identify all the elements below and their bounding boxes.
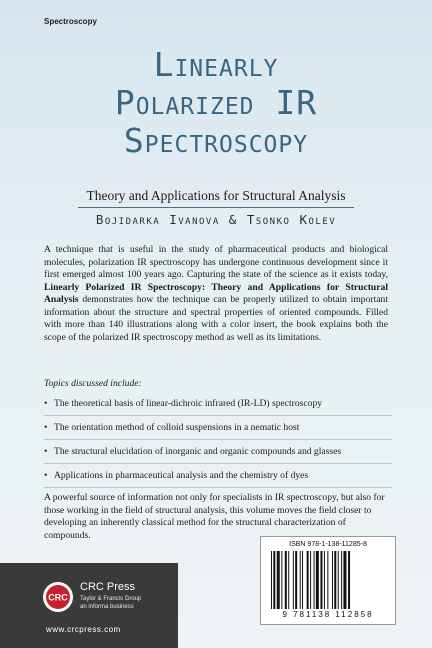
logo-text: CRC bbox=[48, 592, 68, 603]
topic-item: • The theoretical basis of linear-dichroic infrared (IR-LD) spectroscopy bbox=[44, 392, 392, 416]
book-subtitle: Theory and Applications for Structural Analysis bbox=[86, 188, 346, 203]
title-line-2: Polarized IR bbox=[114, 83, 318, 122]
isbn-label: ISBN 978-1-138-11285-8 bbox=[289, 541, 367, 548]
topics-list bbox=[44, 392, 392, 488]
publisher-tagline: an informa business bbox=[80, 604, 134, 610]
barcode-bars-icon bbox=[271, 551, 387, 609]
publisher-name: CRC Press bbox=[80, 581, 136, 593]
topic-item: • The orientation method of colloid suspensions in a nematic host bbox=[44, 416, 392, 440]
book-title bbox=[0, 46, 432, 160]
description-part-1: A technique that is useful in the study of pharmaceutical products and biological molecules, polarization IR spectroscopy has undergone continuous development since it first emerged almost 100 years ago. Capturing the state of the science as it exists today, bbox=[44, 244, 388, 280]
book-authors: Bojidarka Ivanova & Tsonko Kolev bbox=[95, 212, 337, 227]
topic-item: • Applications in pharmaceutical analysis and the chemistry of dyes bbox=[44, 464, 392, 488]
description-part-2: demonstrates how the technique can be properly utilized to obtain important information about the structure and spectral properties of oriented compounds. Filled with more than 140 illustrations along with a color insert, the book explains both the scope of the polarized IR spectroscopy method as well as its limitations. bbox=[44, 294, 388, 343]
topic-item: • The structural elucidation of inorganic and organic compounds and glasses bbox=[44, 440, 392, 464]
publisher-group-block bbox=[80, 595, 141, 611]
barcode-digits: 9 781138 112858 bbox=[282, 610, 374, 619]
title-divider bbox=[78, 207, 354, 208]
topics-intro: Topics discussed include: bbox=[44, 378, 142, 389]
title-line-3: Spectroscopy bbox=[123, 121, 309, 160]
barcode bbox=[260, 536, 396, 625]
series-label: Spectroscopy bbox=[44, 17, 97, 26]
closing-paragraph: A powerful source of information not only for specialists in IR spectroscopy, but also for those working in the field of structural analysis, this volume moves the field closer to developing an inherently classical method for the structural characterization of compounds. bbox=[44, 492, 385, 541]
publisher-url: www.crcpress.com bbox=[46, 625, 121, 634]
description-bold-title: Linearly Polarized IR Spectroscopy: Theory and Applications for Structural Analysis bbox=[44, 281, 388, 305]
description-paragraph bbox=[44, 244, 388, 344]
publisher-group: Taylor & Francis Group bbox=[80, 596, 142, 602]
title-line-1: Linearly bbox=[153, 45, 279, 84]
publisher-panel bbox=[0, 563, 178, 648]
crc-logo-icon bbox=[42, 581, 74, 613]
